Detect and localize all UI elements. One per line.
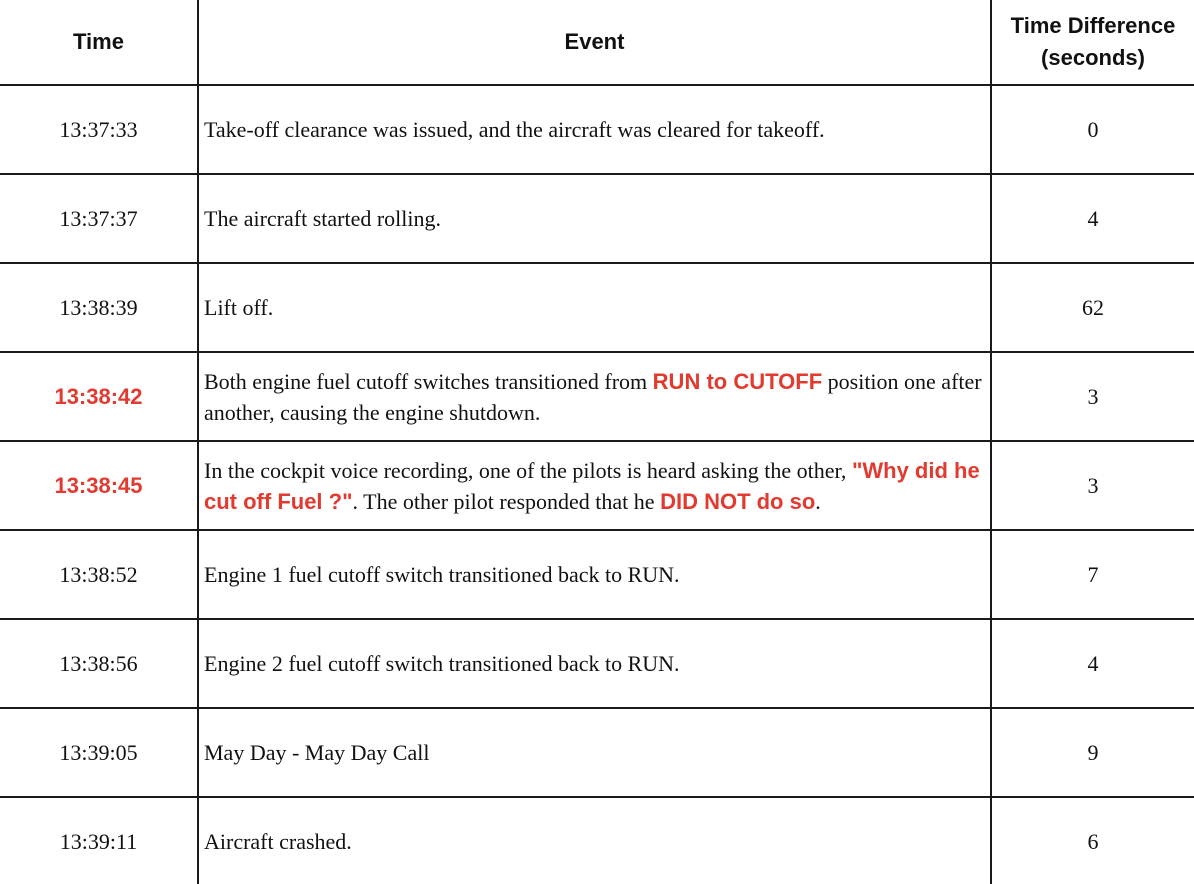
time-cell-highlighted: 13:38:42 — [0, 352, 198, 441]
time-difference-cell: 7 — [991, 530, 1194, 619]
header-time-difference-label: Time Difference — [1010, 13, 1176, 38]
event-text: Both engine fuel cutoff switches transitioned from — [204, 368, 653, 394]
event-cell — [198, 441, 991, 530]
table-body — [0, 85, 1194, 884]
event-text: The aircraft started rolling. — [204, 206, 442, 231]
time-cell: 13:37:33 — [0, 85, 198, 174]
time-difference-cell: 4 — [991, 174, 1194, 263]
event-cell — [198, 619, 991, 708]
event-highlight-did-not: DID NOT do so — [660, 488, 816, 514]
event-text: Take-off clearance was issued, and the aircraft was cleared for takeoff. — [204, 117, 825, 142]
event-text: Lift off. — [204, 295, 274, 320]
event-text: position one after another, causing the engine shutdown. — [204, 368, 982, 425]
event-highlight-quote: "Why did he cut off Fuel ?" — [204, 457, 980, 514]
time-difference-cell: 3 — [991, 441, 1194, 530]
time-cell: 13:38:39 — [0, 263, 198, 352]
table-row — [0, 85, 1194, 174]
event-cell — [198, 708, 991, 797]
time-difference-cell: 4 — [991, 619, 1194, 708]
time-difference-cell: 6 — [991, 797, 1194, 884]
table-row — [0, 619, 1194, 708]
time-cell: 13:38:52 — [0, 530, 198, 619]
event-cell — [198, 174, 991, 263]
time-cell: 13:39:11 — [0, 797, 198, 884]
table-header — [0, 0, 1194, 85]
header-row — [0, 0, 1194, 85]
event-text: . The other pilot responded that he — [352, 488, 661, 514]
table-row — [0, 530, 1194, 619]
table-row-highlighted — [0, 441, 1194, 530]
time-cell: 13:37:37 — [0, 174, 198, 263]
header-time-difference-unit: (seconds) — [1041, 45, 1145, 70]
time-cell-highlighted: 13:38:45 — [0, 441, 198, 530]
time-cell: 13:38:56 — [0, 619, 198, 708]
event-cell — [198, 530, 991, 619]
table-row — [0, 174, 1194, 263]
event-text: In the cockpit voice recording, one of the pilots is heard asking the other, — [204, 457, 852, 483]
event-text: Engine 1 fuel cutoff switch transitioned back to RUN. — [204, 562, 680, 587]
time-difference-cell: 62 — [991, 263, 1194, 352]
table-row — [0, 263, 1194, 352]
table-row — [0, 708, 1194, 797]
table-row-highlighted — [0, 352, 1194, 441]
header-time: Time — [0, 0, 198, 85]
event-cell — [198, 352, 991, 441]
time-cell: 13:39:05 — [0, 708, 198, 797]
header-event: Event — [198, 0, 991, 85]
event-text: Aircraft crashed. — [204, 828, 352, 854]
event-cell — [198, 797, 991, 884]
time-difference-cell: 3 — [991, 352, 1194, 441]
table-row — [0, 797, 1194, 884]
event-text: . — [815, 488, 821, 514]
event-highlight-run-to-cutoff: RUN to CUTOFF — [652, 368, 823, 394]
event-cell — [198, 263, 991, 352]
event-text: Engine 2 fuel cutoff switch transitioned back to RUN. — [204, 651, 680, 676]
time-difference-cell: 9 — [991, 708, 1194, 797]
event-cell — [198, 85, 991, 174]
header-time-difference — [991, 0, 1194, 85]
event-text: May Day - May Day Call — [204, 740, 430, 765]
time-difference-cell: 0 — [991, 85, 1194, 174]
